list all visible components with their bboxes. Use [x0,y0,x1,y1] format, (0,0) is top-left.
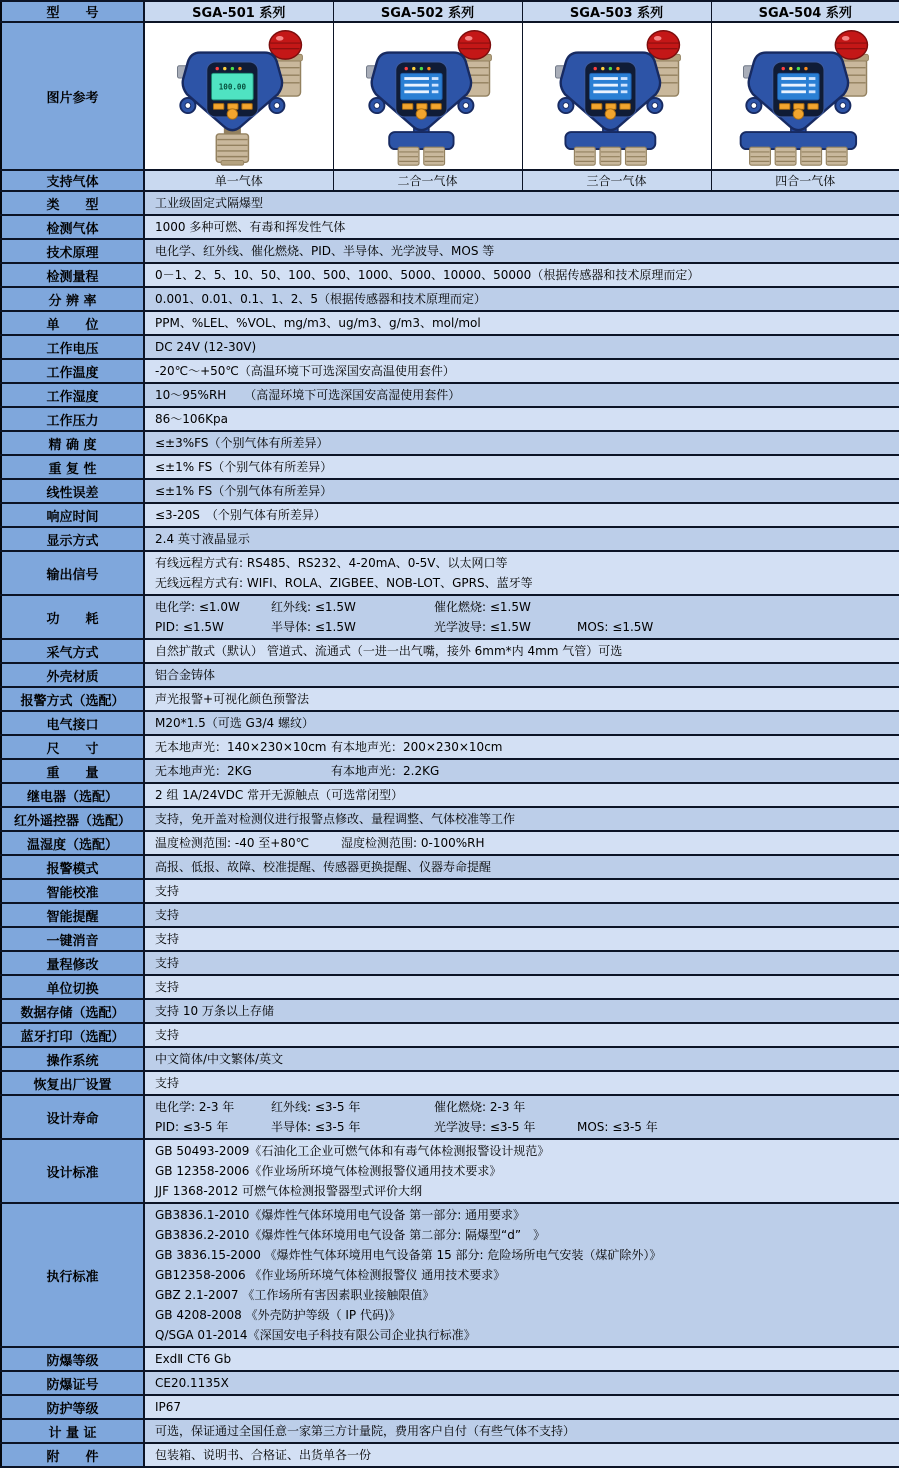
spec-row [1,407,899,431]
spec-row [1,239,899,263]
spec-row [1,359,899,383]
spec-value-line: 支持 [155,884,180,898]
spec-value-segment: 催化燃烧: 2-3 年 [434,1100,526,1114]
spec-row-value [144,455,899,479]
spec-row-value [144,807,899,831]
spec-value-segment: 半导体: ≤3-5 年 [271,1120,361,1134]
spec-row [1,1095,899,1139]
gas-detector-1-sensor-illustration [147,26,331,168]
supported-gas-sga-502: 二合一气体 [333,170,522,191]
spec-row-label: 工作温度 [1,359,144,383]
spec-value-line: 声光报警+可视化颜色预警法 [155,692,310,706]
spec-row-label: 类 型 [1,191,144,215]
spec-value-line: ≤±1% FS（个别气体有所差异） [155,484,333,498]
spec-row-value [144,1139,899,1203]
spec-value-line: 高报、低报、故障、校准提醒、传感器更换提醒、仪器寿命提醒 [155,860,492,874]
spec-row [1,735,899,759]
spec-value-line [155,833,895,853]
spec-value-line: IP67 [155,1400,182,1414]
spec-value-line: JJF 1368-2012 可燃气体检测报警器型式评价大纲 [155,1184,423,1198]
spec-row-label: 红外遥控器（选配） [1,807,144,831]
spec-value-line: 工业级固定式隔爆型 [155,196,264,210]
spec-row-label: 检测气体 [1,215,144,239]
supported-gas-row [1,170,899,191]
spec-row [1,1371,899,1395]
spec-value-line: 支持 [155,956,180,970]
spec-value-line [155,1097,895,1117]
spec-value-segment: 催化燃烧: ≤1.5W [434,600,531,614]
spec-value-segment: MOS: ≤3-5 年 [577,1120,658,1134]
spec-value-line: ≤±1% FS（个别气体有所差异） [155,460,333,474]
spec-row [1,215,899,239]
spec-row [1,1071,899,1095]
spec-value-line: 支持 10 万条以上存储 [155,1004,274,1018]
spec-row-value [144,503,899,527]
spec-row-label: 防护等级 [1,1395,144,1419]
spec-row-label: 显示方式 [1,527,144,551]
spec-value-segment: 光学波导: ≤1.5W [434,620,531,634]
spec-row-value [144,1347,899,1371]
spec-row [1,1419,899,1443]
spec-row [1,191,899,215]
spec-row-label: 单位切换 [1,975,144,999]
spec-value-line: 86～106Kpa [155,412,229,426]
spec-row-value [144,1023,899,1047]
spec-value-line [155,1117,895,1137]
spec-row-label: 执行标准 [1,1203,144,1347]
spec-value-line: 支持，免开盖对检测仪进行报警点修改、量程调整、气体校准等工作 [155,812,516,826]
image-row-label: 图片参考 [1,22,144,170]
model-header-label: 型 号 [1,1,144,22]
spec-row [1,1347,899,1371]
spec-value-line: 2.4 英寸液晶显示 [155,532,250,546]
supported-gas-sga-501: 单一气体 [144,170,333,191]
spec-value-line: DC 24V (12-30V) [155,340,257,354]
spec-row-label: 重 复 性 [1,455,144,479]
spec-row-label: 线性误差 [1,479,144,503]
spec-row-value [144,783,899,807]
gas-detector-4-sensor-illustration [713,26,897,168]
spec-row [1,551,899,595]
spec-row-label: 尺 寸 [1,735,144,759]
spec-row-value [144,975,899,999]
spec-row-value [144,879,899,903]
spec-row-value [144,191,899,215]
spec-row-value [144,1443,899,1467]
spec-value-line: 支持 [155,908,180,922]
spec-row-value [144,239,899,263]
spec-value-segment: 电化学: ≤1.0W [155,600,240,614]
spec-row-value [144,1047,899,1071]
spec-row [1,759,899,783]
gas-detector-3-sensor-illustration [525,26,709,168]
spec-row [1,903,899,927]
spec-value-line: GB3836.2-2010《爆炸性气体环境用电气设备 第二部分: 隔爆型“d” 》 [155,1228,546,1242]
spec-row [1,1139,899,1203]
spec-row-label: 工作压力 [1,407,144,431]
spec-row-value [144,1071,899,1095]
spec-row [1,807,899,831]
spec-row [1,879,899,903]
spec-value-segment: 无本地声光：140×230×10cm [155,740,327,754]
spec-row-value [144,759,899,783]
gas-detector-2-sensor-illustration [336,26,520,168]
image-reference-row [1,22,899,170]
spec-row-value [144,479,899,503]
spec-value-segment: 湿度检测范围: 0-100%RH [341,836,485,850]
spec-row-value [144,383,899,407]
spec-row [1,479,899,503]
spec-row [1,595,899,639]
spec-value-segment: 半导体: ≤1.5W [271,620,356,634]
spec-row-label: 防爆证号 [1,1371,144,1395]
spec-value-line: GB12358-2006 《作业场所环境气体检测报警仪 通用技术要求》 [155,1268,506,1282]
spec-value-line: Q/SGA 01-2014《深国安电子科技有限公司企业执行标准》 [155,1328,476,1342]
spec-row [1,1023,899,1047]
spec-value-line: ≤3-20S （个别气体有所差异） [155,508,326,522]
spec-value-segment: 温度检测范围: -40 至+80℃ [155,836,310,850]
spec-value-line: 1000 多种可燃、有毒和挥发性气体 [155,220,346,234]
spec-row-label: 检测量程 [1,263,144,287]
spec-row-value [144,903,899,927]
spec-row-label: 重 量 [1,759,144,783]
spec-row-value [144,287,899,311]
spec-row [1,1443,899,1467]
spec-row [1,287,899,311]
spec-row [1,831,899,855]
spec-row-value [144,215,899,239]
spec-row-label: 分 辨 率 [1,287,144,311]
spec-row-label: 温湿度（选配） [1,831,144,855]
spec-row [1,711,899,735]
model-name-sga-501: SGA-501 系列 [144,1,333,22]
spec-value-line: 10～95%RH （高湿环境下可选深国安高湿使用套件） [155,388,461,402]
spec-value-line: GB 4208-2008 《外壳防护等级（ IP 代码)》 [155,1308,401,1322]
svg-text:100.00: 100.00 [218,82,246,92]
spec-row-label: 设计标准 [1,1139,144,1203]
spec-row-value [144,263,899,287]
spec-row-label: 外壳材质 [1,663,144,687]
spec-row-value [144,999,899,1023]
model-name-sga-504: SGA-504 系列 [711,1,899,22]
spec-row-label: 数据存储（选配） [1,999,144,1023]
spec-row [1,527,899,551]
spec-value-line: ExdⅡ CT6 Gb [155,1352,232,1366]
model-name-sga-503: SGA-503 系列 [522,1,711,22]
spec-row-value [144,855,899,879]
spec-value-segment: PID: ≤3-5 年 [155,1120,229,1134]
spec-value-line: ≤±3%FS（个别气体有所差异） [155,436,329,450]
spec-row-value [144,311,899,335]
spec-value-segment: 无本地声光：2KG [155,764,252,778]
spec-value-line [155,761,895,781]
spec-row-value [144,431,899,455]
spec-value-line: 有线远程方式有: RS485、RS232、4-20mA、0-5V、以太网口等 [155,556,508,570]
spec-value-line: -20℃～+50℃（高温环境下可选深国安高温使用套件） [155,364,455,378]
spec-value-segment: 红外线: ≤3-5 年 [271,1100,361,1114]
spec-value-line: CE20.1135X [155,1376,229,1390]
spec-value-line: 自然扩散式（默认） 管道式、流通式（一进一出气嘴，接外 6mm*内 4mm 气管）可选 [155,644,623,658]
product-image-sga-503 [522,22,711,170]
spec-value-segment: PID: ≤1.5W [155,620,224,634]
spec-row-label: 功 耗 [1,595,144,639]
spec-value-line: 0－1、2、5、10、50、100、500、1000、5000、10000、50000（根据传感器和技术原理而定） [155,268,700,282]
spec-row-label: 工作电压 [1,335,144,359]
spec-row [1,855,899,879]
model-name-sga-502: SGA-502 系列 [333,1,522,22]
spec-value-line: 包装箱、说明书、合格证、出货单各一份 [155,1448,372,1462]
spec-value-line: 无线远程方式有: WIFI、ROLA、ZIGBEE、NOB-LOT、GPRS、蓝牙等 [155,576,533,590]
spec-row-value [144,595,899,639]
spec-row-label: 报警方式（选配） [1,687,144,711]
spec-row [1,639,899,663]
spec-row [1,383,899,407]
spec-row-label: 智能提醒 [1,903,144,927]
spec-row-value [144,551,899,595]
spec-row-label: 防爆等级 [1,1347,144,1371]
spec-row [1,927,899,951]
spec-row-value [144,927,899,951]
spec-row [1,311,899,335]
spec-row-label: 操作系统 [1,1047,144,1071]
spec-value-line: PPM、%LEL、%VOL、mg/m3、ug/m3、g/m3、mol/mol [155,316,481,330]
spec-row [1,951,899,975]
spec-row-value [144,335,899,359]
product-image-sga-502 [333,22,522,170]
spec-row-label: 蓝牙打印（选配） [1,1023,144,1047]
spec-row-value [144,831,899,855]
product-image-sga-501 [144,22,333,170]
spec-row [1,263,899,287]
spec-value-line: 铝合金铸体 [155,668,216,682]
spec-row [1,1047,899,1071]
spec-value-line: 支持 [155,1076,180,1090]
spec-value-line: 支持 [155,980,180,994]
spec-row-label: 精 确 度 [1,431,144,455]
spec-row-label: 输出信号 [1,551,144,595]
supported-gas-label: 支持气体 [1,170,144,191]
spec-row-value [144,1095,899,1139]
spec-row-value [144,527,899,551]
supported-gas-sga-504: 四合一气体 [711,170,899,191]
spec-value-line: 电化学、红外线、催化燃烧、PID、半导体、光学波导、MOS 等 [155,244,495,258]
spec-row-value [144,1395,899,1419]
spec-row [1,783,899,807]
spec-row-label: 采气方式 [1,639,144,663]
spec-row-value [144,951,899,975]
spec-row [1,431,899,455]
spec-row-label: 智能校准 [1,879,144,903]
spec-value-line: GBZ 2.1-2007 《工作场所有害因素职业接触限值》 [155,1288,435,1302]
spec-value-line [155,737,895,757]
spec-row-value [144,687,899,711]
spec-row-value [144,711,899,735]
spec-value-segment: 有本地声光：200×230×10cm [331,740,503,754]
spec-row [1,663,899,687]
spec-row-label: 量程修改 [1,951,144,975]
spec-value-line: 中文简体/中文繁体/英文 [155,1052,284,1066]
model-header-row [1,1,899,22]
spec-value-line [155,617,895,637]
spec-row-label: 恢复出厂设置 [1,1071,144,1095]
spec-value-segment: MOS: ≤1.5W [577,620,654,634]
spec-row-value [144,735,899,759]
spec-row-label: 工作湿度 [1,383,144,407]
spec-row-label: 计 量 证 [1,1419,144,1443]
spec-row-value [144,1203,899,1347]
spec-row [1,687,899,711]
spec-row [1,999,899,1023]
spec-row-label: 附 件 [1,1443,144,1467]
spec-value-segment: 光学波导: ≤3-5 年 [434,1120,536,1134]
spec-row [1,1203,899,1347]
spec-row [1,455,899,479]
spec-value-line: GB3836.1-2010《爆炸性气体环境用电气设备 第一部分: 通用要求》 [155,1208,526,1222]
spec-value-segment: 电化学: 2-3 年 [155,1100,235,1114]
spec-value-line: GB 12358-2006《作业场所环境气体检测报警仪通用技术要求》 [155,1164,502,1178]
spec-row-value [144,663,899,687]
spec-value-line: 支持 [155,932,180,946]
spec-row-label: 报警模式 [1,855,144,879]
spec-value-line: 可选，保证通过全国任意一家第三方计量院，费用客户自付（有些气体不支持） [155,1424,576,1438]
spec-row [1,335,899,359]
spec-row-label: 继电器（选配） [1,783,144,807]
spec-row-value [144,1371,899,1395]
spec-row-label: 技术原理 [1,239,144,263]
spec-value-line: M20*1.5（可选 G3/4 螺纹） [155,716,314,730]
spec-value-segment: 红外线: ≤1.5W [271,600,356,614]
spec-value-line [155,597,895,617]
spec-row-label: 设计寿命 [1,1095,144,1139]
spec-row [1,975,899,999]
spec-value-line: GB 3836.15-2000 《爆炸性气体环境用电气设备第 15 部分: 危险场所电气安装（煤矿除外）》 [155,1248,662,1262]
spec-value-line: 2 组 1A/24VDC 常开无源触点（可选常闭型） [155,788,404,802]
spec-row-value [144,639,899,663]
spec-value-line: 0.001、0.01、0.1、1、2、5（根据传感器和技术原理而定） [155,292,487,306]
spec-row-value [144,1419,899,1443]
spec-row-label: 单 位 [1,311,144,335]
spec-value-line: GB 50493-2009《石油化工企业可燃气体和有毒气体检测报警设计规范》 [155,1144,550,1158]
spec-value-line: 支持 [155,1028,180,1042]
spec-row-value [144,359,899,383]
spec-row-label: 电气接口 [1,711,144,735]
spec-row-label: 一键消音 [1,927,144,951]
spec-row-value [144,407,899,431]
spec-row [1,503,899,527]
supported-gas-sga-503: 三合一气体 [522,170,711,191]
product-image-sga-504 [711,22,899,170]
spec-value-segment: 有本地声光：2.2KG [331,764,440,778]
spec-row-label: 响应时间 [1,503,144,527]
spec-row [1,1395,899,1419]
